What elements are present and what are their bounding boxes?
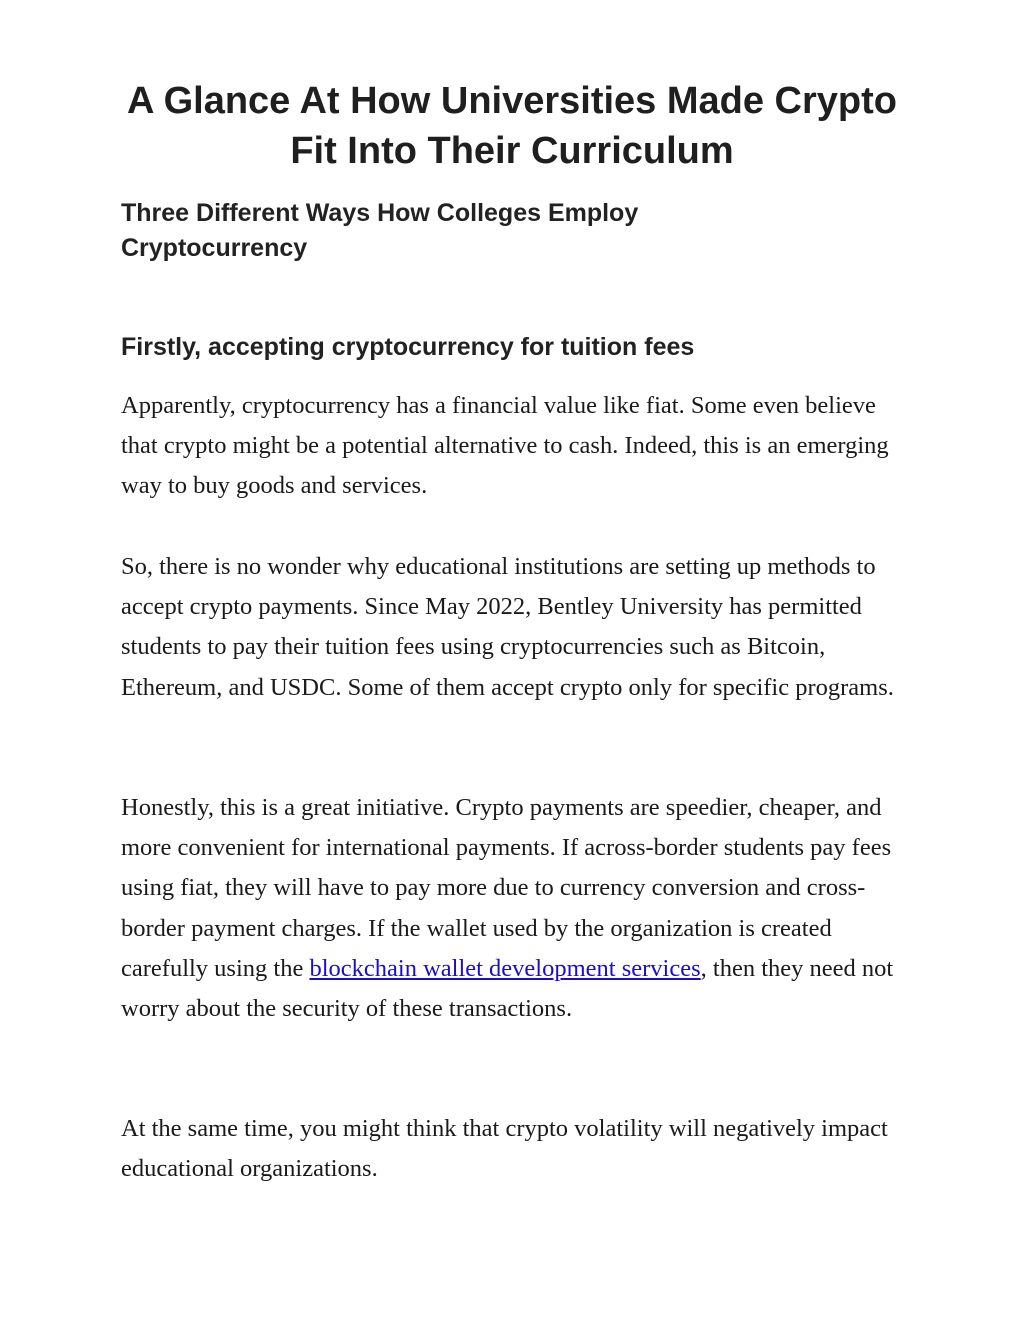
paragraph-3 [121, 788, 911, 1029]
paragraph-2: So, there is no wonder why educational institutions are setting up methods to accept crypto payments. Since May 2022, Bentley University has permitted students to pay their tuition fees using cryptocurrencies such as Bitcoin, Ethereum, and USDC. Some of them accept crypto only for specific programs. [121, 553, 894, 701]
paragraph-1: Apparently, cryptocurrency has a financial value like fiat. Some even believe that crypto might be a potential alternative to cash. Indeed, this is an emerging way to buy goods and services. [121, 392, 889, 500]
paragraph-3-text-after-link: , then they need not worry about the security of these transactions. [121, 954, 894, 1023]
section-heading: Firstly, accepting cryptocurrency for tuition fees [121, 333, 695, 361]
blockchain-wallet-link[interactable]: blockchain wallet development services [309, 954, 701, 982]
paragraph-3-text-before-link: Honestly, this is a great initiative. Crypto payments are speedier, cheaper, and more convenient for international payments. If across-border students pay fees using fiat, they will have to pay more due to currency conversion and cross-border payment charges. If the wallet used by the organization is created carefully using the [121, 794, 892, 982]
paragraph-4: At the same time, you might think that crypto volatility will negatively impact educational organizations. [121, 1115, 888, 1183]
document-title: A Glance At How Universities Made Crypto Fit Into Their Curriculum [126, 80, 898, 172]
document-subtitle: Three Different Ways How Colleges Employ Cryptocurrency [121, 199, 639, 262]
